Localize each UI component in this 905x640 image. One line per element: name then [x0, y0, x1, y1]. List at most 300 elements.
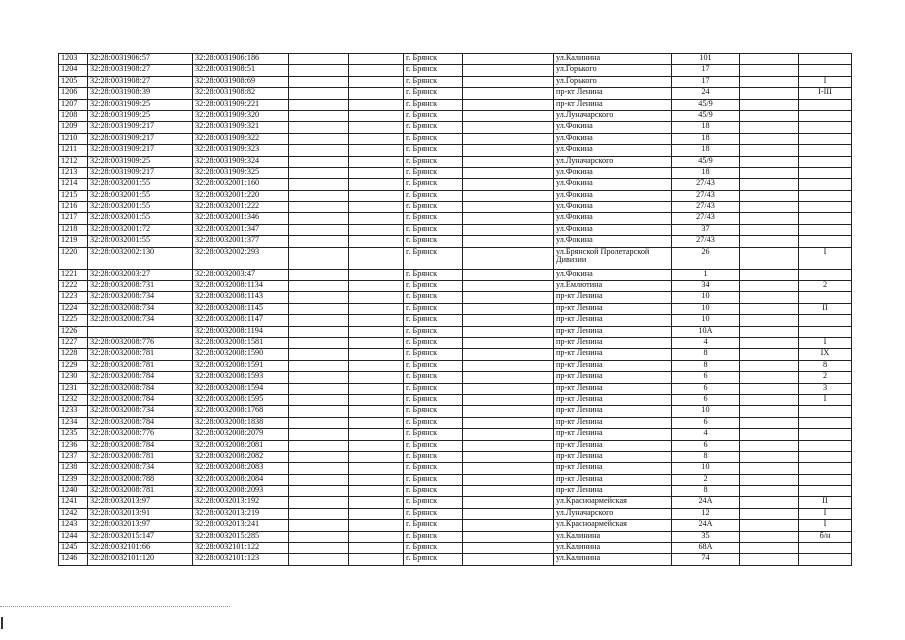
cell-empty-col-c — [463, 543, 554, 554]
cell-house-number: 27/43 — [672, 213, 740, 224]
cell-premises-number — [799, 145, 852, 156]
cell-city: г. Брянск — [404, 76, 463, 87]
cell-object-cadastral-number: 32:28:0032001:160 — [193, 179, 289, 190]
table-row — [59, 281, 852, 292]
cell-premises-number — [799, 269, 852, 280]
cell-land-cadastral-number: 32:28:0032001:55 — [88, 190, 193, 201]
cell-empty-col-c — [463, 440, 554, 451]
cell-row-number: 1217 — [59, 213, 88, 224]
cell-house-number: 24А — [672, 520, 740, 531]
cell-city: г. Брянск — [404, 497, 463, 508]
cell-empty-col-b — [349, 236, 404, 247]
cell-row-number: 1231 — [59, 383, 88, 394]
cell-object-cadastral-number: 32:28:0032008:1143 — [193, 292, 289, 303]
cell-empty-col-d — [740, 156, 799, 167]
table-row — [59, 406, 852, 417]
table-row — [59, 497, 852, 508]
cell-empty-col-b — [349, 394, 404, 405]
table-body — [59, 54, 852, 566]
cell-house-number: 2 — [672, 474, 740, 485]
cell-empty-col-a — [289, 486, 349, 497]
cell-object-cadastral-number: 32:28:0032008:2093 — [193, 486, 289, 497]
cell-premises-number — [799, 474, 852, 485]
cell-empty-col-d — [740, 451, 799, 462]
cell-street: ул.Фокина — [554, 190, 672, 201]
cell-city: г. Брянск — [404, 122, 463, 133]
cell-premises-number — [799, 190, 852, 201]
table-row — [59, 54, 852, 65]
cell-land-cadastral-number: 32:28:0032008:788 — [88, 474, 193, 485]
cell-premises-number — [799, 554, 852, 565]
cell-row-number: 1227 — [59, 337, 88, 348]
cell-row-number: 1208 — [59, 110, 88, 121]
cell-object-cadastral-number: 32:28:0031906:186 — [193, 54, 289, 65]
cell-city: г. Брянск — [404, 54, 463, 65]
cell-empty-col-d — [740, 88, 799, 99]
cell-object-cadastral-number: 32:28:0032013:192 — [193, 497, 289, 508]
cell-empty-col-a — [289, 451, 349, 462]
cell-house-number: 17 — [672, 65, 740, 76]
table-row — [59, 88, 852, 99]
cell-object-cadastral-number: 32:28:0032008:1134 — [193, 281, 289, 292]
cell-empty-col-d — [740, 179, 799, 190]
cell-land-cadastral-number: 32:28:0032101:66 — [88, 543, 193, 554]
table-row — [59, 292, 852, 303]
cell-row-number: 1239 — [59, 474, 88, 485]
cell-row-number: 1206 — [59, 88, 88, 99]
cell-city: г. Брянск — [404, 145, 463, 156]
table-row — [59, 520, 852, 531]
cell-land-cadastral-number: 32:28:0031909:217 — [88, 133, 193, 144]
cell-house-number: 8 — [672, 360, 740, 371]
cell-empty-col-c — [463, 497, 554, 508]
cell-street: пр-кт Ленина — [554, 451, 672, 462]
cell-street: пр-кт Ленина — [554, 88, 672, 99]
cell-empty-col-b — [349, 65, 404, 76]
cell-house-number: 18 — [672, 167, 740, 178]
cell-object-cadastral-number: 32:28:0031908:51 — [193, 65, 289, 76]
cell-empty-col-c — [463, 224, 554, 235]
cell-premises-number: I — [799, 337, 852, 348]
cell-empty-col-d — [740, 360, 799, 371]
cell-row-number: 1210 — [59, 133, 88, 144]
cell-empty-col-d — [740, 326, 799, 337]
cell-city: г. Брянск — [404, 99, 463, 110]
cell-empty-col-d — [740, 531, 799, 542]
cell-land-cadastral-number: 32:28:0032001:55 — [88, 213, 193, 224]
cell-object-cadastral-number: 32:28:0032008:1145 — [193, 303, 289, 314]
cell-land-cadastral-number: 32:28:0031906:57 — [88, 54, 193, 65]
cell-empty-col-c — [463, 554, 554, 565]
cell-street: пр-кт Ленина — [554, 417, 672, 428]
cell-object-cadastral-number: 32:28:0031909:320 — [193, 110, 289, 121]
cell-street: ул.Фокина — [554, 236, 672, 247]
table-row — [59, 451, 852, 462]
cell-empty-col-d — [740, 486, 799, 497]
table-row — [59, 315, 852, 326]
cell-row-number: 1246 — [59, 554, 88, 565]
cell-empty-col-a — [289, 508, 349, 519]
cell-city: г. Брянск — [404, 360, 463, 371]
cell-empty-col-d — [740, 337, 799, 348]
cell-street: ул.Фокина — [554, 179, 672, 190]
cell-premises-number — [799, 326, 852, 337]
cell-empty-col-b — [349, 292, 404, 303]
cell-street: ул.Красноармейская — [554, 520, 672, 531]
cell-house-number: 74 — [672, 554, 740, 565]
cell-empty-col-a — [289, 236, 349, 247]
cell-empty-col-c — [463, 202, 554, 213]
cell-premises-number — [799, 122, 852, 133]
cell-city: г. Брянск — [404, 133, 463, 144]
cell-empty-col-d — [740, 406, 799, 417]
cell-empty-col-b — [349, 531, 404, 542]
cell-city: г. Брянск — [404, 508, 463, 519]
cell-empty-col-b — [349, 190, 404, 201]
cell-empty-col-d — [740, 440, 799, 451]
cell-empty-col-b — [349, 326, 404, 337]
cell-premises-number — [799, 224, 852, 235]
cell-empty-col-c — [463, 474, 554, 485]
cell-row-number: 1211 — [59, 145, 88, 156]
cell-city: г. Брянск — [404, 337, 463, 348]
cell-premises-number — [799, 167, 852, 178]
cell-premises-number — [799, 486, 852, 497]
table-row — [59, 543, 852, 554]
cell-empty-col-d — [740, 497, 799, 508]
cell-empty-col-a — [289, 224, 349, 235]
cell-city: г. Брянск — [404, 429, 463, 440]
cell-empty-col-a — [289, 543, 349, 554]
cell-street: ул.Фокина — [554, 202, 672, 213]
cell-city: г. Брянск — [404, 179, 463, 190]
cell-object-cadastral-number: 32:28:0031909:323 — [193, 145, 289, 156]
cell-street: пр-кт Ленина — [554, 349, 672, 360]
cell-empty-col-d — [740, 65, 799, 76]
cell-empty-col-d — [740, 292, 799, 303]
cell-row-number: 1236 — [59, 440, 88, 451]
cell-land-cadastral-number: 32:28:0031908:27 — [88, 76, 193, 87]
cell-empty-col-d — [740, 554, 799, 565]
cell-object-cadastral-number: 32:28:0032008:2082 — [193, 451, 289, 462]
cell-land-cadastral-number — [88, 326, 193, 337]
cell-empty-col-b — [349, 497, 404, 508]
cell-street: ул.Луначарского — [554, 110, 672, 121]
cell-empty-col-a — [289, 247, 349, 269]
cell-street: ул.Фокина — [554, 224, 672, 235]
cell-object-cadastral-number: 32:28:0031908:69 — [193, 76, 289, 87]
cell-city: г. Брянск — [404, 156, 463, 167]
cell-premises-number: б/н — [799, 531, 852, 542]
cell-empty-col-b — [349, 167, 404, 178]
table-row — [59, 463, 852, 474]
cell-premises-number — [799, 156, 852, 167]
cell-premises-number: I — [799, 76, 852, 87]
cell-row-number: 1219 — [59, 236, 88, 247]
cell-empty-col-c — [463, 167, 554, 178]
cell-city: г. Брянск — [404, 190, 463, 201]
cell-land-cadastral-number: 32:28:0032008:781 — [88, 451, 193, 462]
cell-empty-col-b — [349, 463, 404, 474]
cell-empty-col-a — [289, 531, 349, 542]
cell-house-number: 10 — [672, 292, 740, 303]
cell-city: г. Брянск — [404, 394, 463, 405]
cell-object-cadastral-number: 32:28:0031909:324 — [193, 156, 289, 167]
cell-row-number: 1241 — [59, 497, 88, 508]
cell-land-cadastral-number: 32:28:0032002:130 — [88, 247, 193, 269]
cell-row-number: 1213 — [59, 167, 88, 178]
cell-house-number: 8 — [672, 349, 740, 360]
cell-object-cadastral-number: 32:28:0031909:321 — [193, 122, 289, 133]
cell-empty-col-b — [349, 269, 404, 280]
cell-empty-col-a — [289, 54, 349, 65]
cell-street: пр-кт Ленина — [554, 429, 672, 440]
cell-house-number: 27/43 — [672, 190, 740, 201]
cell-empty-col-a — [289, 202, 349, 213]
cell-empty-col-d — [740, 54, 799, 65]
cell-street: пр-кт Ленина — [554, 326, 672, 337]
cell-house-number: 24А — [672, 497, 740, 508]
cell-empty-col-c — [463, 303, 554, 314]
cell-street: ул.Емлютина — [554, 281, 672, 292]
cell-empty-col-a — [289, 417, 349, 428]
cell-empty-col-c — [463, 122, 554, 133]
cell-empty-col-a — [289, 440, 349, 451]
cell-house-number: 6 — [672, 440, 740, 451]
cell-empty-col-c — [463, 54, 554, 65]
cell-empty-col-a — [289, 429, 349, 440]
cell-empty-col-d — [740, 281, 799, 292]
cell-row-number: 1242 — [59, 508, 88, 519]
cell-empty-col-b — [349, 179, 404, 190]
table-row — [59, 394, 852, 405]
cell-premises-number: 3 — [799, 383, 852, 394]
cell-premises-number — [799, 315, 852, 326]
table-row — [59, 179, 852, 190]
cell-land-cadastral-number: 32:28:0031909:25 — [88, 110, 193, 121]
cell-empty-col-c — [463, 531, 554, 542]
cell-premises-number — [799, 202, 852, 213]
cell-land-cadastral-number: 32:28:0032003:27 — [88, 269, 193, 280]
cell-object-cadastral-number: 32:28:0032008:1768 — [193, 406, 289, 417]
cell-empty-col-b — [349, 76, 404, 87]
table-row — [59, 486, 852, 497]
cell-land-cadastral-number: 32:28:0031909:217 — [88, 145, 193, 156]
cell-premises-number: I — [799, 508, 852, 519]
cell-house-number: 6 — [672, 372, 740, 383]
cell-city: г. Брянск — [404, 303, 463, 314]
cell-premises-number: I — [799, 394, 852, 405]
table-row — [59, 76, 852, 87]
cell-premises-number — [799, 417, 852, 428]
cell-empty-col-a — [289, 337, 349, 348]
cell-empty-col-a — [289, 145, 349, 156]
cell-city: г. Брянск — [404, 474, 463, 485]
cell-street: пр-кт Ленина — [554, 463, 672, 474]
cell-premises-number: I — [799, 520, 852, 531]
cell-city: г. Брянск — [404, 292, 463, 303]
cell-house-number: 12 — [672, 508, 740, 519]
cell-premises-number — [799, 236, 852, 247]
cell-empty-col-b — [349, 110, 404, 121]
cell-land-cadastral-number: 32:28:0032008:781 — [88, 360, 193, 371]
cell-house-number: 34 — [672, 281, 740, 292]
cell-object-cadastral-number: 32:28:0032002:293 — [193, 247, 289, 269]
cell-land-cadastral-number: 32:28:0032008:734 — [88, 292, 193, 303]
cell-object-cadastral-number: 32:28:0032008:1594 — [193, 383, 289, 394]
cell-empty-col-d — [740, 417, 799, 428]
cell-object-cadastral-number: 32:28:0032008:1147 — [193, 315, 289, 326]
cell-empty-col-b — [349, 429, 404, 440]
cell-house-number: 27/43 — [672, 179, 740, 190]
cell-land-cadastral-number: 32:28:0031909:217 — [88, 122, 193, 133]
cell-city: г. Брянск — [404, 269, 463, 280]
cell-street: пр-кт Ленина — [554, 337, 672, 348]
cell-land-cadastral-number: 32:28:0032008:784 — [88, 394, 193, 405]
table-row — [59, 213, 852, 224]
cell-empty-col-b — [349, 54, 404, 65]
table-row — [59, 269, 852, 280]
cell-land-cadastral-number: 32:28:0032008:734 — [88, 303, 193, 314]
cell-street: пр-кт Ленина — [554, 440, 672, 451]
cell-empty-col-d — [740, 236, 799, 247]
cell-premises-number — [799, 292, 852, 303]
cell-empty-col-c — [463, 236, 554, 247]
table-row — [59, 383, 852, 394]
cell-empty-col-d — [740, 383, 799, 394]
cell-empty-col-a — [289, 520, 349, 531]
cell-land-cadastral-number: 32:28:0031909:217 — [88, 167, 193, 178]
cell-row-number: 1223 — [59, 292, 88, 303]
cell-empty-col-d — [740, 474, 799, 485]
cell-empty-col-a — [289, 76, 349, 87]
cell-city: г. Брянск — [404, 372, 463, 383]
cell-land-cadastral-number: 32:28:0032001:55 — [88, 179, 193, 190]
cell-row-number: 1224 — [59, 303, 88, 314]
cell-empty-col-a — [289, 281, 349, 292]
table-row — [59, 429, 852, 440]
cell-city: г. Брянск — [404, 281, 463, 292]
cell-city: г. Брянск — [404, 463, 463, 474]
cell-land-cadastral-number: 32:28:0032001:55 — [88, 236, 193, 247]
table-row — [59, 133, 852, 144]
cell-empty-col-c — [463, 145, 554, 156]
cell-house-number: 26 — [672, 247, 740, 269]
cell-house-number: 101 — [672, 54, 740, 65]
table-row — [59, 440, 852, 451]
cell-street: пр-кт Ленина — [554, 383, 672, 394]
cell-empty-col-d — [740, 122, 799, 133]
cell-row-number: 1216 — [59, 202, 88, 213]
cell-street: пр-кт Ленина — [554, 292, 672, 303]
cell-street: ул.Калинина — [554, 543, 672, 554]
cell-row-number: 1221 — [59, 269, 88, 280]
cell-street: ул.Луначарского — [554, 508, 672, 519]
cell-empty-col-c — [463, 99, 554, 110]
cell-house-number: 17 — [672, 76, 740, 87]
cell-empty-col-b — [349, 156, 404, 167]
cell-empty-col-a — [289, 463, 349, 474]
cell-row-number: 1222 — [59, 281, 88, 292]
cell-premises-number: II — [799, 497, 852, 508]
table-row — [59, 474, 852, 485]
cell-empty-col-c — [463, 281, 554, 292]
cell-object-cadastral-number: 32:28:0032001:222 — [193, 202, 289, 213]
cell-object-cadastral-number: 32:28:0032008:2084 — [193, 474, 289, 485]
cell-premises-number — [799, 54, 852, 65]
cell-city: г. Брянск — [404, 486, 463, 497]
cell-city: г. Брянск — [404, 440, 463, 451]
cell-empty-col-a — [289, 190, 349, 201]
cell-empty-col-a — [289, 65, 349, 76]
table-row — [59, 372, 852, 383]
cell-object-cadastral-number: 32:28:0032101:122 — [193, 543, 289, 554]
cell-house-number: 18 — [672, 145, 740, 156]
cell-street: ул.Луначарского — [554, 156, 672, 167]
cell-house-number: 24 — [672, 88, 740, 99]
cell-empty-col-d — [740, 463, 799, 474]
cell-empty-col-b — [349, 247, 404, 269]
cell-house-number: 27/43 — [672, 202, 740, 213]
cell-empty-col-c — [463, 486, 554, 497]
cell-street: ул.Калинина — [554, 531, 672, 542]
cell-empty-col-c — [463, 337, 554, 348]
cell-house-number: 6 — [672, 383, 740, 394]
cell-land-cadastral-number: 32:28:0031908:27 — [88, 65, 193, 76]
cell-empty-col-b — [349, 451, 404, 462]
cell-empty-col-a — [289, 99, 349, 110]
cell-row-number: 1228 — [59, 349, 88, 360]
cell-empty-col-a — [289, 213, 349, 224]
scan-artifact-line — [0, 606, 230, 607]
cell-premises-number — [799, 179, 852, 190]
cell-empty-col-c — [463, 133, 554, 144]
table-row — [59, 145, 852, 156]
cell-empty-col-b — [349, 406, 404, 417]
cell-row-number: 1230 — [59, 372, 88, 383]
cell-empty-col-a — [289, 406, 349, 417]
cell-object-cadastral-number: 32:28:0032008:1838 — [193, 417, 289, 428]
cell-land-cadastral-number: 32:28:0031909:25 — [88, 99, 193, 110]
cell-empty-col-b — [349, 133, 404, 144]
table-row — [59, 202, 852, 213]
cell-empty-col-b — [349, 417, 404, 428]
cell-house-number: 18 — [672, 122, 740, 133]
cell-row-number: 1233 — [59, 406, 88, 417]
cell-house-number: 6 — [672, 394, 740, 405]
cell-premises-number — [799, 213, 852, 224]
cell-empty-col-c — [463, 383, 554, 394]
cell-empty-col-d — [740, 543, 799, 554]
cell-empty-col-d — [740, 349, 799, 360]
table-row — [59, 156, 852, 167]
cell-land-cadastral-number: 32:28:0032008:781 — [88, 486, 193, 497]
cell-object-cadastral-number: 32:28:0032008:1581 — [193, 337, 289, 348]
table-row — [59, 236, 852, 247]
cell-row-number: 1207 — [59, 99, 88, 110]
cell-city: г. Брянск — [404, 326, 463, 337]
cell-object-cadastral-number: 32:28:0032001:346 — [193, 213, 289, 224]
property-registry-table — [58, 53, 852, 566]
cell-land-cadastral-number: 32:28:0032001:55 — [88, 202, 193, 213]
cell-object-cadastral-number: 32:28:0032001:377 — [193, 236, 289, 247]
cell-land-cadastral-number: 32:28:0032008:784 — [88, 383, 193, 394]
cell-premises-number — [799, 463, 852, 474]
cell-empty-col-c — [463, 110, 554, 121]
cell-row-number: 1229 — [59, 360, 88, 371]
cell-street: пр-кт Ленина — [554, 406, 672, 417]
cell-city: г. Брянск — [404, 315, 463, 326]
